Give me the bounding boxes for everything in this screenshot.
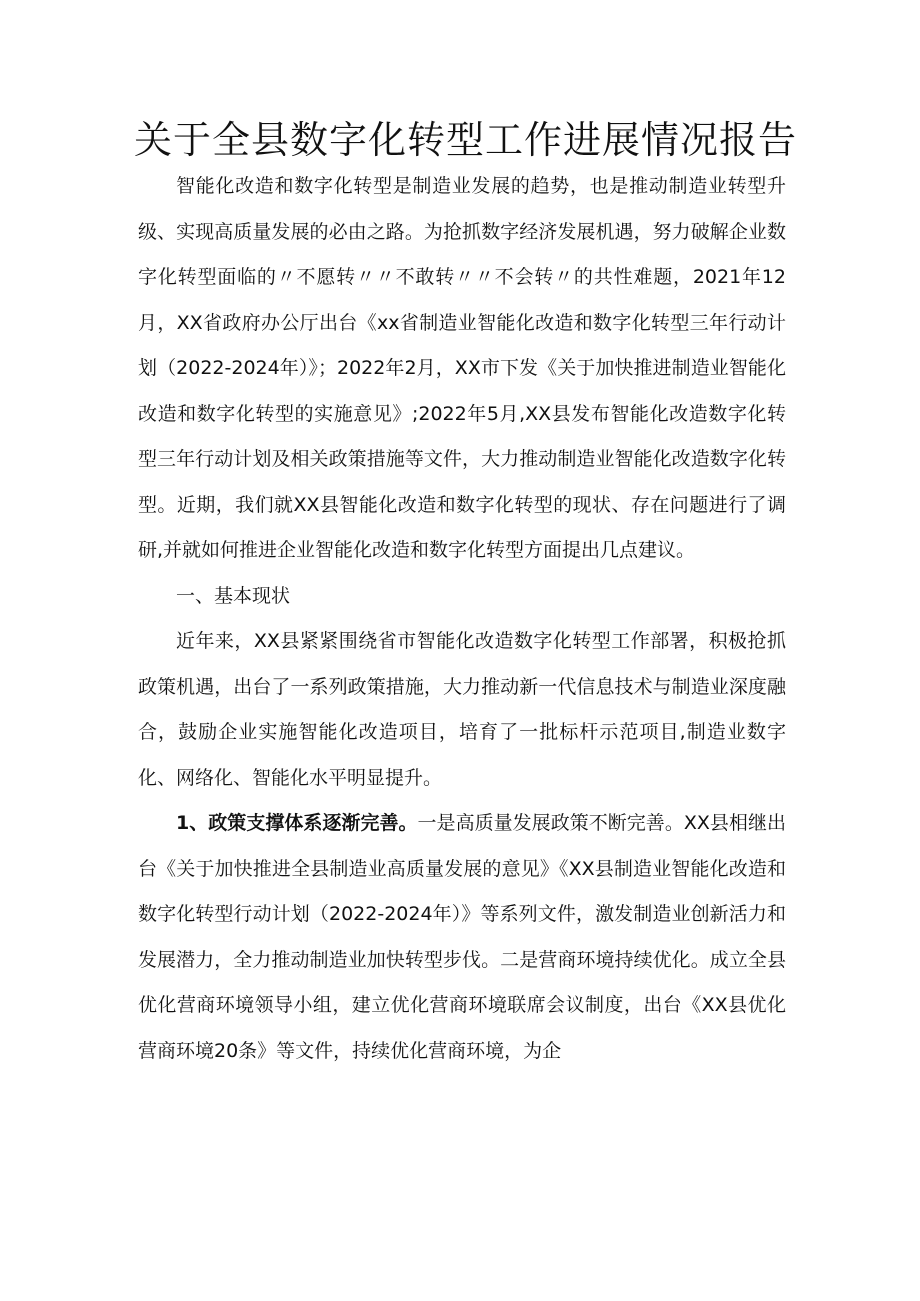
- document-body: [138, 164, 786, 1074]
- document-title: 关于全县数字化转型工作进展情况报告: [134, 118, 798, 162]
- point-1-paragraph: [138, 801, 786, 1074]
- basic-status-paragraph: 近年来，XX县紧紧围绕省市智能化改造数字化转型工作部署，积极抢抓政策机遇，出台了一系列政策措施，大力推动新一代信息技术与制造业深度融合，鼓励企业实施智能化改造项目，培育了一批标杆示范项目,制造业数字化、网络化、智能化水平明显提升。: [138, 630, 786, 789]
- intro-paragraph: 智能化改造和数字化转型是制造业发展的趋势，也是推动制造业转型升级、实现高质量发展的必由之路。为抢抓数字经济发展机遇，努力破解企业数字化转型面临的〃不愿转〃〃不敢转〃〃不会转〃的共性难题，2021年12月，XX省政府办公厅出台《xx省制造业智能化改造和数字化转型三年行动计划（2022-2024年）》；2022年2月，XX市下发《关于加快推进制造业智能化改造和数字化转型的实施意见》;2022年5月,XX县发布智能化改造数字化转型三年行动计划及相关政策措施等文件，大力推动制造业智能化改造数字化转型。近期，我们就XX县智能化改造和数字化转型的现状、存在问题进行了调研,并就如何推进企业智能化改造和数字化转型方面提出几点建议。: [138, 175, 786, 561]
- point-1-text: 一是高质量发展政策不断完善。XX县相继出台《关于加快推进全县制造业高质量发展的意见》《XX县制造业智能化改造和数字化转型行动计划（2022-2024年）》等系列文件，激发制造业创新活力和发展潜力，全力推动制造业加快转型步伐。二是营商环境持续优化。成立全县优化营商环境领导小组，建立优化营商环境联席会议制度，出台《XX县优化营商环境20条》等文件，持续优化营商环境，为企: [138, 812, 786, 1062]
- section-heading-basic-status: 一、基本现状: [176, 584, 291, 607]
- point-1-lead: 1、政策支撑体系逐渐完善。: [176, 812, 418, 834]
